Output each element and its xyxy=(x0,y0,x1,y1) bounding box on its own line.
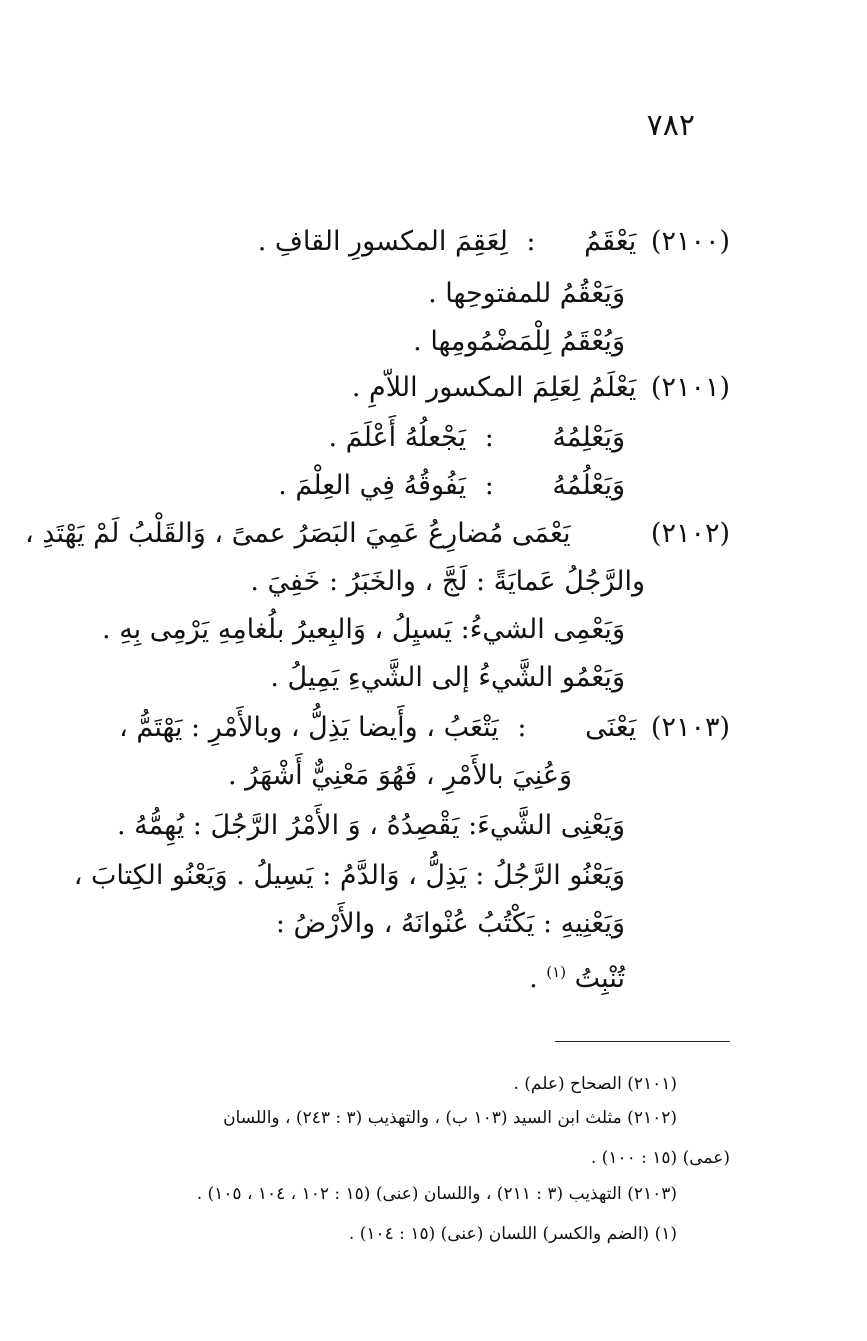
entry-2100-line-3: وَيُعْقَمُ لِلْمَضْمُومِها . xyxy=(413,326,625,357)
entry-2101-line-1 xyxy=(352,368,730,408)
page-number: ٧٨٢ xyxy=(646,108,695,143)
entry-2103-headword: يَعْنَى xyxy=(585,712,637,743)
entry-2100-number: (٢١٠٠) xyxy=(650,226,730,257)
entry-2103-last-word: تُنْبِتُ xyxy=(574,963,625,994)
entry-2102-number: (٢١٠٢) xyxy=(650,518,730,549)
colon-separator: : xyxy=(484,422,494,453)
entry-2103-line-2: وَعُنِيَ بالأَمْرِ ، فَهُوَ مَعْنِيٌّ أَشْهَرُ . xyxy=(228,760,572,791)
footnote-2102-line-1: (٢١٠٢) مثلث ابن السيد (١٠٣ ب) ، والتهذيب (٣ : ٢٤٣) ، واللسان xyxy=(223,1108,677,1128)
colon-separator: : xyxy=(484,470,494,501)
entry-2100-definition: لِعَقِمَ المكسورِ القافِ . xyxy=(257,226,508,257)
entry-2101-sub1-head: وَيَعْلِمُهُ xyxy=(552,422,625,453)
entry-2101-line-3 xyxy=(278,466,625,506)
footnote-1: (١) (الضم والكسر) اللسان (عنى) (١٥ : ١٠٤) . xyxy=(348,1224,677,1244)
entry-2100-headword: يَعْقَمُ xyxy=(584,226,637,257)
footnote-divider xyxy=(555,1041,730,1042)
footnote-2102-line-2: (عمى) (١٥ : ١٠٠) . xyxy=(590,1148,730,1168)
entry-2101-line-2 xyxy=(328,418,625,458)
entry-2103-number: (٢١٠٣) xyxy=(650,712,730,743)
footnote-2101: (٢١٠١) الصحاح (علم) . xyxy=(513,1074,677,1094)
entry-2103-line-1 xyxy=(119,708,730,748)
entry-2103-end: . xyxy=(529,963,538,994)
entry-2101-number: (٢١٠١) xyxy=(650,372,730,403)
entry-2102-line-2: والرَّجُلُ عَمايَةً : لَجَّ ، والخَبَرُ : خَفِيَ . xyxy=(250,566,645,597)
entry-2102-line-1 xyxy=(25,514,730,554)
footnote-reference[interactable]: (١) xyxy=(546,963,567,981)
entry-2100-line-1 xyxy=(258,222,730,262)
entry-2102-text: يَعْمَى مُضارِعُ عَمِيَ البَصَرُ عمىً ، وَالقَلْبُ لَمْ يَهْتَدِ ، xyxy=(25,518,571,549)
entry-2103-line-4: وَيَعْنُو الرَّجُلُ : يَذِلُّ ، وَالدَّمُ : يَسِيلُ . وَيَعْنُو الكِتابَ ، xyxy=(73,860,625,891)
entry-2102-line-3: وَيَعْمِى الشيءُ: يَسيِلُ ، وَالبِعيرُ بلُغامِهِ يَرْمِى بِهِ . xyxy=(102,614,625,645)
entry-2101-sub2-def: يَفُوقُهُ فِي العِلْمَ . xyxy=(278,470,467,501)
entry-2102-line-4: وَيَعْمُو الشَّيءُ إلى الشَّيءِ يَمِيلُ . xyxy=(270,662,625,693)
entry-2103-line-5: وَيَعْنِيهِ : يَكْتُبُ عُنْوانَهُ ، والأَرْضُ : xyxy=(275,908,625,939)
entry-2100-line-2: وَيَعْقُمُ للمفتوحِها . xyxy=(428,278,625,309)
entry-2101-sub1-def: يَجْعلُهُ أَعْلَمَ . xyxy=(328,422,467,453)
colon-separator: : xyxy=(517,712,527,743)
colon-separator: : xyxy=(526,226,536,257)
footnote-2103: (٢١٠٣) التهذيب (٣ : ٢١١) ، واللسان (عنى) (١٥ : ١٠٢ ، ١٠٤ ، ١٠٥) . xyxy=(196,1184,677,1204)
entry-2103-line-3: وَيَعْنِى الشَّيءَ: يَقْصِدُهُ ، وَ الأَمْرُ الرَّجُلَ : يُهِمُّهُ . xyxy=(117,810,625,841)
entry-2103-line-6 xyxy=(529,952,625,999)
entry-2103-definition: يَتْعَبُ ، وأَيضا يَذِلُّ ، وبالأَمْرِ : يَهْتَمُّ ، xyxy=(119,712,499,743)
entry-2101-text: يَعْلَمُ لِعَلِمَ المكسور اللاّمِ . xyxy=(351,372,637,403)
entry-2101-sub2-head: وَيَعْلُمُهُ xyxy=(552,470,625,501)
